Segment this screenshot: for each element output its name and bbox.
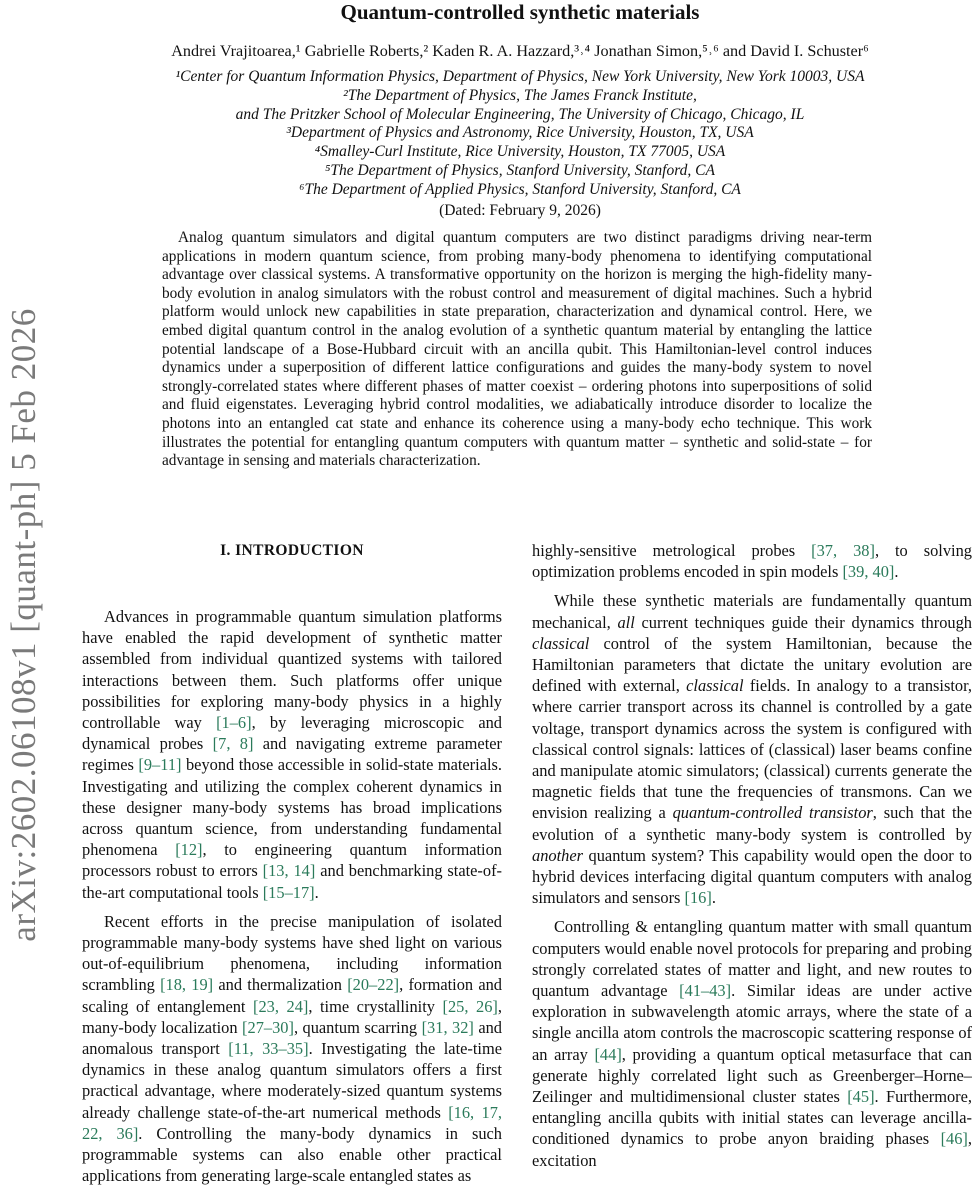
citation[interactable]: [7, 8] [212,734,254,754]
emphasis: all [617,612,635,632]
paper-title: Quantum-controlled synthetic materials [340,0,700,24]
citation[interactable]: [12] [175,840,203,860]
date-line: (Dated: February 9, 2026) [439,201,601,219]
citation[interactable]: [31, 32] [421,1017,474,1037]
affiliation-5: ⁵The Department of Physics, Stanford University, Stanford, CA [325,161,715,179]
affiliation-1: ¹Center for Quantum Information Physics, Department of Physics, New York University, New York 10003, USA [175,68,865,85]
right-column [532,540,972,1179]
emphasis: quantum-controlled transistor [672,803,873,823]
citation[interactable]: [16] [684,888,712,908]
affiliation-3: ³Department of Physics and Astronomy, Rice University, Houston, TX, USA [286,124,754,142]
affiliations [0,68,972,220]
section-heading: I. INTRODUCTION [220,542,364,559]
citation[interactable]: [23, 24] [253,996,309,1016]
arxiv-identifier: arXiv:2602.06108v1 [quant-ph] 5 Feb 2026 [4,308,43,942]
intro-paragraph-2: Recent efforts in the precise manipulation of isolated programmable many-body systems have shed light on various out-of-equilibrium phenomena, including information scrambling [18, 19] and thermalization [20–22], formation and scaling of entanglement [23, 24], time crystallinity [25, 26], many-body localization [27–30], quantum scarring [31, 32] and anomalous transport [11, 33–35]. Investigating the late-time dynamics in these analog quantum simulators offers a first practical advantage, where moderately-sized quantum systems already challenge state-of-the-art numerical methods [16, 17, 22, 36]. Controlling the many-body dynamics in such programmable systems can also enable other practical applications from generating large-scale entangled states as [82,911,502,1186]
citation[interactable]: [46] [940,1129,968,1149]
citation[interactable]: [27–30] [242,1017,294,1037]
emphasis: classical [686,676,744,696]
citation[interactable]: [11, 33–35] [228,1039,309,1059]
citation[interactable]: [18, 19] [160,975,214,995]
affiliation-4: ⁴Smalley-Curl Institute, Rice University, Houston, TX 77005, USA [314,143,726,161]
citation[interactable]: [9–11] [138,755,182,775]
affiliation-2: ²The Department of Physics, The James Franck Institute, [343,86,697,104]
affiliation-6: ⁶The Department of Applied Physics, Stanford University, Stanford, CA [299,180,741,198]
intro-paragraph-1: Advances in programmable quantum simulation platforms have enabled the rapid development of synthetic matter assembled from individual quantized systems with tailored interactions between them. Such platforms offer unique possibilities for exploring many-body physics in a highly controllable way [1–6], by leveraging microscopic and dynamical probes [7, 8] and navigating extreme parameter regimes [9–11] beyond those accessible in solid-state materials. Investigating and utilizing the complex coherent dynamics in these designer many-body systems has broad implications across quantum science, from understanding fundamental phenomena [12], to engineering quantum information processors robust to errors [13, 14] and benchmarking state-of-the-art computational tools [15–17]. [82,607,503,902]
abstract: Analog quantum simulators and digital quantum computers are two distinct paradigms driving near-term applications in modern quantum science, from probing many-body phenomena to identifying computational advantage over classical systems. A transformative opportunity on the horizon is merging the high-fidelity many-body evolution in analog simulators with the robust control and measurement of digital machines. Such a hybrid platform would unlock new capabilities in state preparation, characterization and dynamical control. Here, we embed digital quantum control in the analog evolution of a synthetic quantum material by entangling the lattice potential landscape of a Bose-Hubbard circuit with an ancilla qubit. This Hamiltonian-level control induces dynamics under a superposition of different lattice configurations and guides the many-body system to novel strongly-correlated states where different phases of matter coexist – ordering photons into superpositions of solid and fluid eigenstates. Leveraging hybrid control modalities, we adiabatically introduce disorder to localize the photons into an entangled cat state and enhance its coherence using a many-body echo technique. This work illustrates the potential for entangling quantum computers with quantum matter – synthetic and solid-state – for advantage in sensing and materials characterization. [162,229,872,470]
left-column [82,540,502,1194]
citation[interactable]: [13, 14] [262,861,316,881]
author-list: Andrei Vrajitoarea,¹ Gabrielle Roberts,² Kaden R. A. Hazzard,³˒⁴ Jonathan Simon,⁵˒⁶ and David I. Schuster⁶ [171,42,869,60]
citation[interactable]: [39, 40] [842,562,895,582]
citation[interactable]: [16, 17, 22, 36] [82,1102,502,1143]
citation[interactable]: [20–22] [347,975,400,995]
citation[interactable]: [25, 26] [442,996,498,1016]
citation[interactable]: [37, 38] [811,541,875,560]
citation[interactable]: [44] [594,1044,622,1064]
intro-paragraph-continued: highly-sensitive metrological probes [37, 38], to solving optimization problems encoded in spin models [39, 40]. [532,541,972,582]
citation[interactable]: [1–6] [216,713,252,733]
intro-paragraph-4: Controlling & entangling quantum matter with small quantum computers would enable novel protocols for preparing and probing strongly correlated states of matter and light, and new routes to quantum advantage [41–43]. Similar ideas are under active exploration in subwavelength atomic arrays, where the state of a single ancilla atom controls the macroscopic scattering response of an array [44], providing a quantum optical metasurface that can generate highly correlated light such as Greenberger–Horne–Zeilinger and multidimensional cluster states [45]. Furthermore, entangling ancilla qubits with initial states can leverage ancilla-conditioned dynamics to probe anyon braiding phases [46], excitation [532,917,972,1170]
arxiv-sidebar [0,280,48,970]
affiliation-2-cont: and The Pritzker School of Molecular Engineering, The University of Chicago, Chicago, IL [235,105,805,123]
emphasis: classical [532,633,590,653]
citation[interactable]: [45] [847,1087,875,1107]
intro-paragraph-3: While these synthetic materials are fundamentally quantum mechanical, all current techniques guide their dynamics through classical control of the system Hamiltonian, because the Hamiltonian parameters that dictate the unitary evolution are defined with external, classical fields. In analogy to a transistor, where carrier transport across its channel is controlled by a gate voltage, transport dynamics across the system is configured with classical control signals: lattices of (classical) laser beams confine and manipulate atomic simulators; (classical) currents generate the magnetic fields that tune the frequencies of transmons. Can we envision realizing a quantum-controlled transistor, such that the evolution of a synthetic many-body system is controlled by another quantum system? This capability would open the door to hybrid devices interfacing digital quantum computers with analog simulators and sensors [16]. [532,591,972,908]
citation[interactable]: [15–17] [262,882,315,902]
citation[interactable]: [41–43] [679,981,732,1001]
emphasis: another [532,845,583,865]
